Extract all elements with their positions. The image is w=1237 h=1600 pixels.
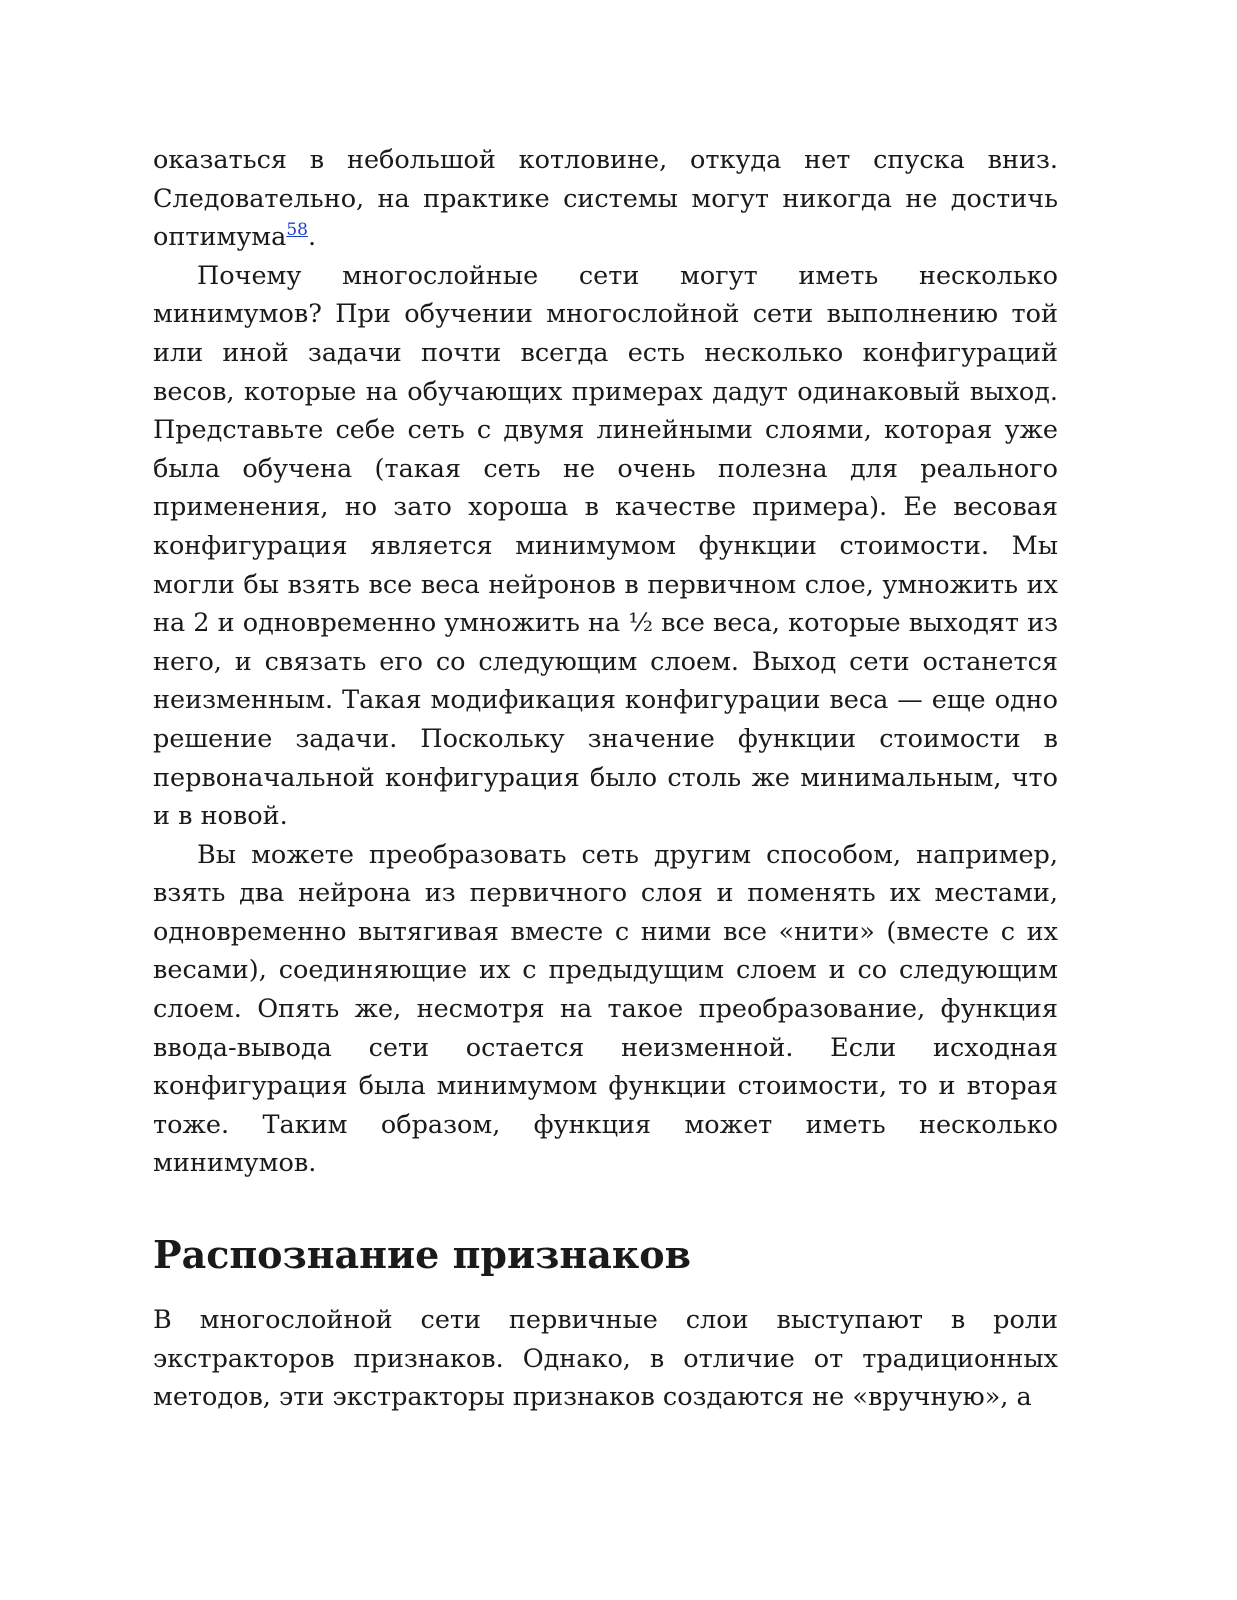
paragraph-text: оказаться в небольшой котловине, откуда нет спуска вниз. Следовательно, на практике системы могут никогда не достичь оптимума [153,145,1058,253]
section-heading: Распознание признаков [153,1232,692,1278]
footnote-link[interactable]: 58 [286,220,308,241]
paragraph-multiple-minima: Почему многослойные сети могут иметь несколько минимумов? При обучении многослойной сети выполнению той или иной задачи почти всегда есть несколько конфигураций весов, которые на обучающих примерах дадут одинаковый выход. Представьте себе сеть с двумя линейными слоями, которая уже была обучена (такая сеть не очень полезна для реального применения, но зато хороша в качестве примера). Ее весовая конфигурация является минимумом функции стоимости. Мы могли бы взять все веса нейронов в первичном слое, умножить их на 2 и одновременно умножить на ½ все веса, которые выходят из него, и связать его со следующим слоем. Выход сети останется неизменным. Такая модификация конфигурации веса — еще одно решение задачи. Поскольку значение функции стоимости в первоначальной конфигурация было столь же минимальным, что и в новой. [153,260,1058,832]
paragraph-tail: . [307,222,317,253]
paragraph-feature-extractors: В многослойной сети первичные слои выступают в роли экстракторов признаков. Однако, в отличие от традиционных методов, эти экстракторы признаков создаются не «вручную», а [153,1305,1058,1413]
paragraph-continuation [153,141,1058,257]
paragraph-neuron-swap: Вы можете преобразовать сеть другим способом, например, взять два нейрона из первичного слоя и поменять их местами, одновременно вытягивая вместе с ними все «нити» (вместе с их весами), соединяющие их с предыдущим слоем и со следующим слоем. Опять же, несмотря на такое преобразование, функция ввода-вывода сети остается неизменной. Если исходная конфигурация была минимумом функции стоимости, то и вторая тоже. Таким образом, функция может иметь несколько минимумов. [153,839,1058,1179]
page-content [153,141,1058,1417]
